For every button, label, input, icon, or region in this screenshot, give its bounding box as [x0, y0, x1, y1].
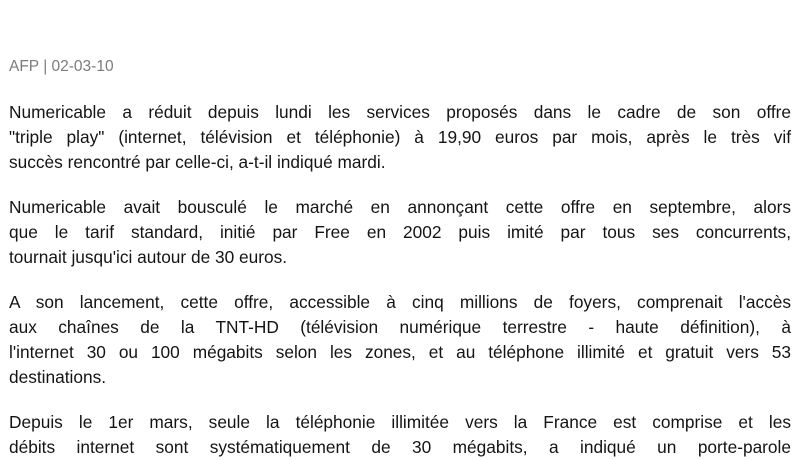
text-line: aux chaînes de la TNT-HD (télévision numérique terrestre - haute définition), à: [9, 317, 791, 337]
paragraph-4: [9, 410, 791, 460]
text-line: tournait jusqu'ici autour de 30 euros.: [9, 247, 288, 267]
text-line: destinations.: [9, 367, 107, 387]
article-dateline: [9, 57, 791, 77]
dateline-separator: |: [43, 58, 48, 75]
text-line: débits internet sont systématiquement de 30 mégabits, a indiqué un porte-parole: [9, 437, 791, 457]
text-line: l'internet 30 ou 100 mégabits selon les zones, et au téléphone illimité et gratuit vers 53: [9, 342, 791, 362]
text-line: que le tarif standard, initié par Free en 2002 puis imité par tous ses concurrents,: [9, 222, 791, 242]
text-line: Numericable avait bousculé le marché en annonçant cette offre en septembre, alors: [9, 197, 791, 217]
text-line: A son lancement, cette offre, accessible à cinq millions de foyers, comprenait l'accès: [9, 292, 791, 312]
text-line: Depuis le 1er mars, seule la téléphonie illimitée vers la France est comprise et les: [9, 412, 791, 432]
text-line: Numericable a réduit depuis lundi les services proposés dans le cadre de son offre: [9, 102, 791, 122]
text-line: "triple play" (internet, télévision et téléphonie) à 19,90 euros par mois, après le très vif: [9, 127, 791, 147]
text-line: succès rencontré par celle-ci, a-t-il indiqué mardi.: [9, 152, 386, 172]
paragraph-1: [9, 100, 791, 175]
article-body: [9, 100, 791, 460]
paragraph-2: [9, 195, 791, 270]
article-date: 02-03-10: [51, 58, 114, 75]
source-label: AFP: [9, 58, 39, 75]
paragraph-3: [9, 290, 791, 390]
